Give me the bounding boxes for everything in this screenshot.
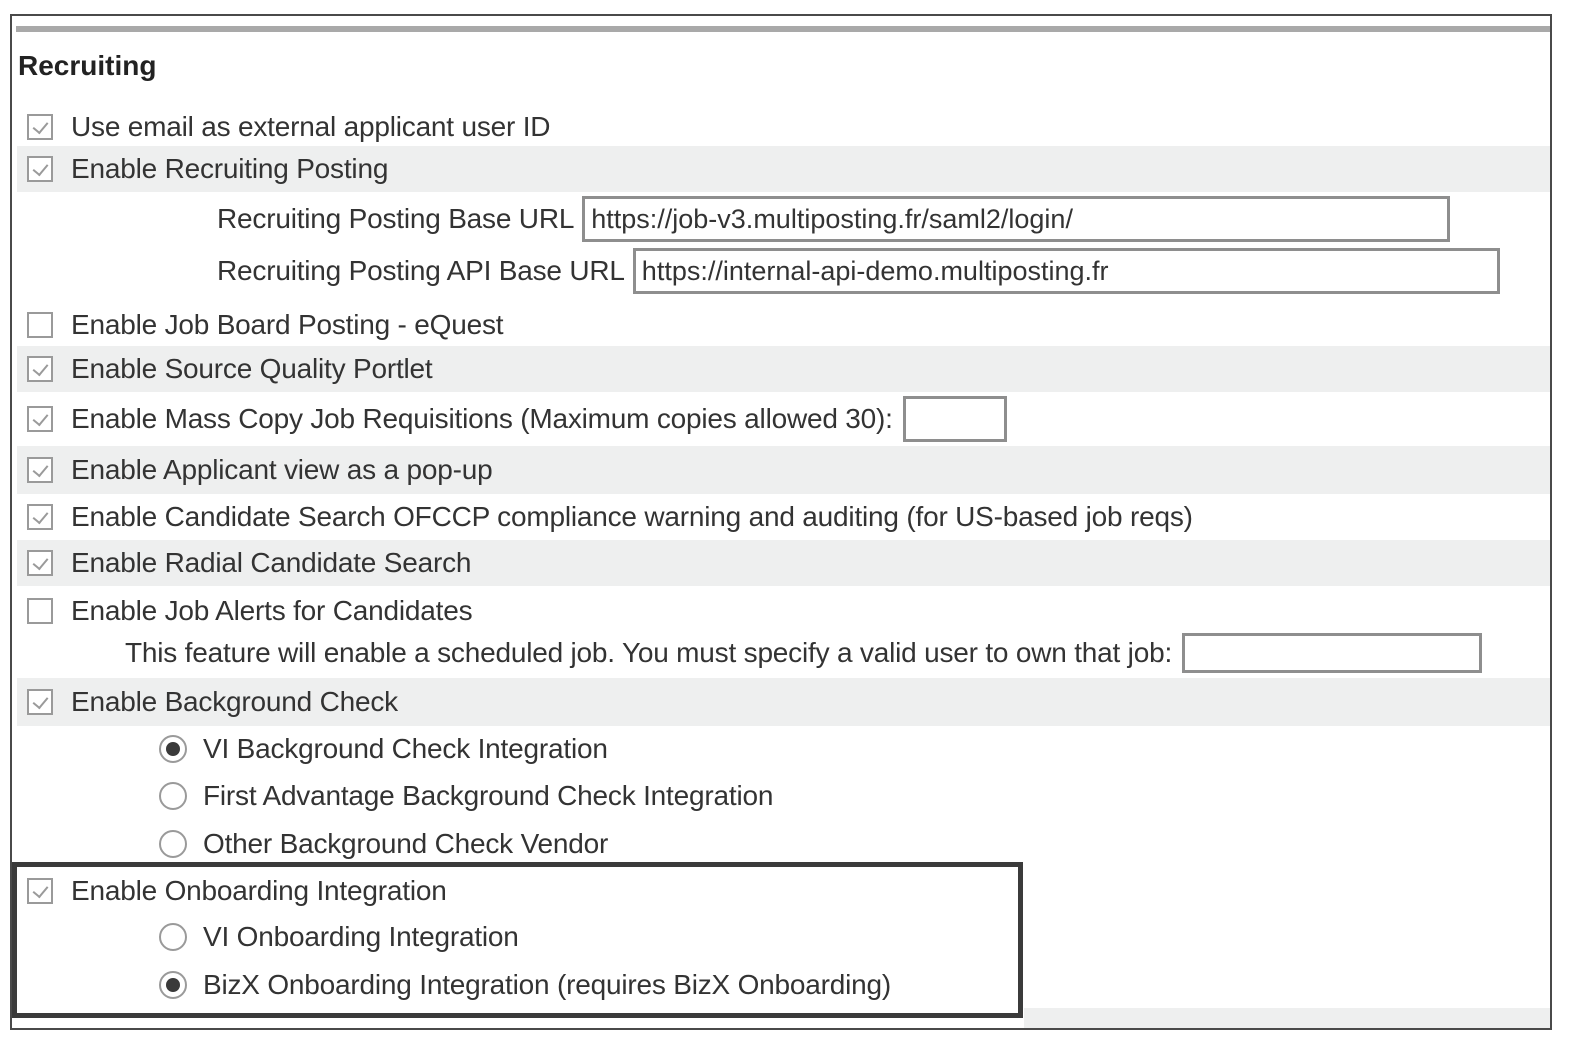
option-label: Enable Mass Copy Job Requisitions (Maximum copies allowed 30): [71, 403, 893, 434]
radio-label: BizX Onboarding Integration (requires BizX Onboarding) [203, 969, 892, 1000]
option-label: Enable Radial Candidate Search [71, 547, 472, 578]
radio-button[interactable] [159, 923, 187, 951]
field-label: Recruiting Posting API Base URL [217, 255, 625, 286]
option-label: Enable Candidate Search OFCCP compliance warning and auditing (for US-based job reqs) [71, 501, 1193, 532]
field-label: Recruiting Posting Base URL [217, 203, 575, 234]
checkbox-mass-copy[interactable] [27, 406, 53, 432]
radio-button[interactable] [159, 735, 187, 763]
field-api-base-url [217, 248, 1500, 294]
option-label: Enable Applicant view as a pop-up [71, 454, 493, 485]
checkbox-job-board-equest[interactable] [27, 312, 53, 338]
option-source-quality [17, 346, 1550, 392]
checkbox-use-email[interactable] [27, 114, 53, 140]
option-label: Enable Source Quality Portlet [71, 353, 433, 384]
option-label: Enable Recruiting Posting [71, 153, 389, 184]
radio-button[interactable] [159, 830, 187, 858]
option-label: Use email as external applicant user ID [71, 111, 551, 142]
option-applicant-popup [17, 446, 1550, 494]
recruiting-settings-panel [10, 14, 1552, 1030]
checkbox-background-check[interactable] [27, 689, 53, 715]
radio-label: Other Background Check Vendor [203, 828, 609, 859]
job-alerts-owner-field [125, 630, 1482, 676]
radio-button[interactable] [159, 782, 187, 810]
option-job-board-equest [17, 302, 1550, 348]
option-recruiting-posting [17, 146, 1550, 192]
radio-bizx-onboarding[interactable] [159, 962, 891, 1008]
option-onboarding [17, 868, 1550, 914]
option-mass-copy [17, 392, 1550, 446]
section-divider [16, 26, 1550, 32]
radio-other-vendor[interactable] [159, 821, 608, 867]
option-job-alerts [17, 588, 1550, 634]
checkbox-job-alerts[interactable] [27, 598, 53, 624]
option-label: Enable Onboarding Integration [71, 875, 447, 906]
radio-button[interactable] [159, 971, 187, 999]
option-radial-search [17, 540, 1550, 586]
checkbox-radial-search[interactable] [27, 550, 53, 576]
radio-label: VI Onboarding Integration [203, 921, 519, 952]
option-label: Enable Job Alerts for Candidates [71, 595, 473, 626]
api-base-url-input[interactable] [633, 248, 1500, 294]
option-label: Enable Background Check [71, 686, 398, 717]
checkbox-applicant-popup[interactable] [27, 457, 53, 483]
radio-vi-background[interactable] [159, 726, 608, 772]
section-title: Recruiting [18, 50, 157, 81]
option-label: Enable Job Board Posting - eQuest [71, 309, 504, 340]
mass-copy-count-input[interactable] [903, 396, 1007, 442]
job-alerts-note: This feature will enable a scheduled job. You must specify a valid user to own that job: [125, 637, 1173, 668]
radio-label: First Advantage Background Check Integration [203, 780, 774, 811]
radio-first-advantage[interactable] [159, 773, 773, 819]
checkbox-ofccp[interactable] [27, 504, 53, 530]
checkbox-onboarding[interactable] [27, 878, 53, 904]
option-ofccp [17, 494, 1550, 540]
base-url-input[interactable] [582, 196, 1450, 242]
option-use-email [17, 104, 1550, 150]
radio-label: VI Background Check Integration [203, 733, 608, 764]
option-background-check [17, 678, 1550, 726]
job-owner-input[interactable] [1182, 633, 1482, 673]
radio-vi-onboarding[interactable] [159, 914, 519, 960]
checkbox-source-quality[interactable] [27, 356, 53, 382]
row-band [1024, 1008, 1550, 1028]
field-base-url [217, 196, 1450, 242]
checkbox-recruiting-posting[interactable] [27, 156, 53, 182]
